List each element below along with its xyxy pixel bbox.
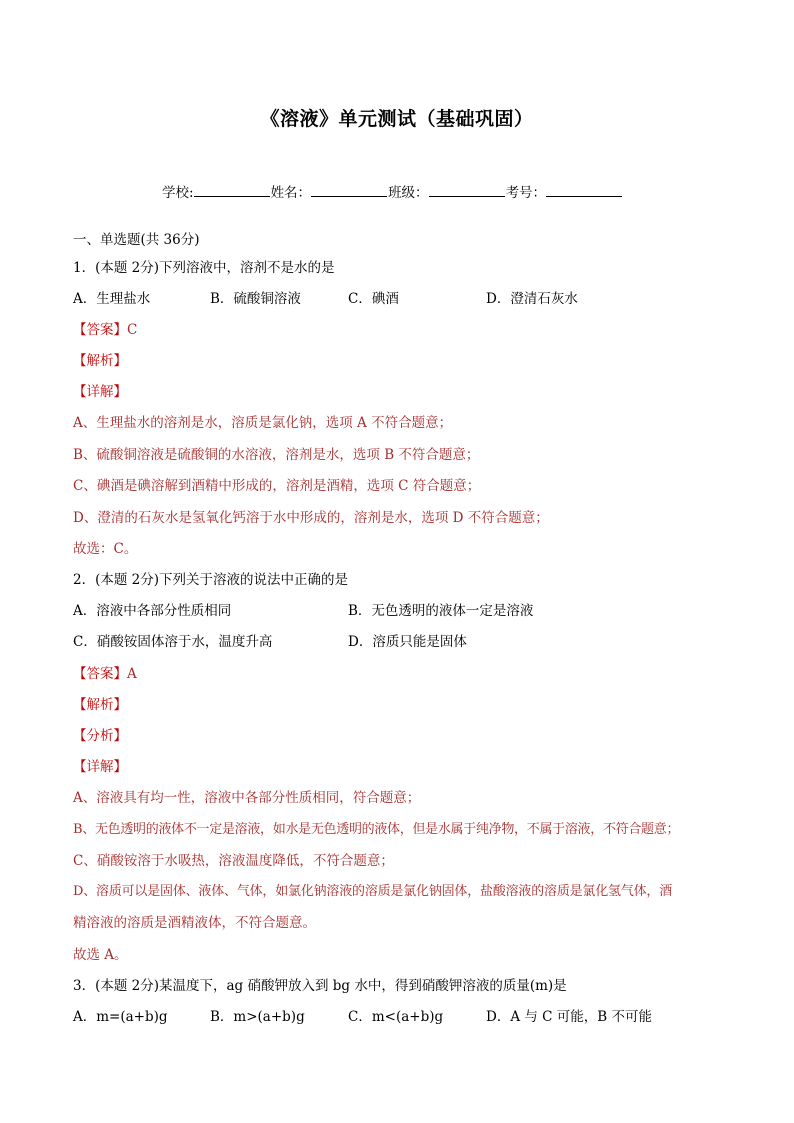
q1-explain-d: D、澄清的石灰水是氢氧化钙溶于水中形成的，溶剂是水，选项 D 不符合题意； <box>73 510 549 526</box>
q2-xiangjie-tag: 【详解】 <box>73 759 127 775</box>
school-blank[interactable] <box>194 184 270 197</box>
q1-option-a: A．生理盐水 <box>73 291 151 307</box>
name-label: 姓名： <box>270 185 312 201</box>
q1-explain-a: A、生理盐水的溶剂是水，溶质是氯化钠，选项 A 不符合题意； <box>73 415 453 431</box>
q2-explain-d-cont: 精溶液的溶质是酒精液体，不符合题意。 <box>73 915 316 931</box>
q1-option-d: D．澄清石灰水 <box>486 291 578 307</box>
q1-option-b: B．硫酸铜溶液 <box>210 291 301 307</box>
q2-option-b: B．无色透明的液体一定是溶液 <box>348 603 534 619</box>
id-label: 考号： <box>505 185 547 201</box>
q2-answer <box>73 665 137 683</box>
question-1-stem: 1．(本题 2分)下列溶液中，溶剂不是水的是 <box>73 260 335 276</box>
question-2-stem: 2．(本题 2分)下列关于溶液的说法中正确的是 <box>73 572 349 588</box>
q2-conclusion: 故选 A。 <box>73 947 128 963</box>
q2-fenxi-tag: 【分析】 <box>73 728 127 744</box>
q2-option-c: C．硝酸铵固体溶于水，温度升高 <box>73 634 273 650</box>
q1-explain-c: C、碘酒是碘溶解到酒精中形成的，溶剂是酒精，选项 C 符合题意； <box>73 478 481 494</box>
q2-explain-b: B、无色透明的液体不一定是溶液，如水是无色透明的液体，但是水属于纯净物，不属于溶液，不符合题意； <box>73 822 680 837</box>
answer-value: A <box>127 666 137 682</box>
id-blank[interactable] <box>546 184 622 197</box>
class-blank[interactable] <box>429 184 505 197</box>
question-3-stem: 3．(本题 2分)某温度下，ag 硝酸钾放入到 bg 水中，得到硝酸钾溶液的质量(m)是 <box>73 978 567 994</box>
answer-tag: 【答案】 <box>73 666 127 682</box>
name-blank[interactable] <box>311 184 387 197</box>
q3-option-b: B．m>(a+b)g <box>210 1009 305 1025</box>
class-label: 班级： <box>388 185 429 201</box>
q2-option-d: D．溶质只能是固体 <box>348 634 467 650</box>
q2-explain-d: D、溶质可以是固体、液体、气体，如氯化钠溶液的溶质是氯化钠固体，盐酸溶液的溶质是氯化氢气体，酒 <box>73 884 673 899</box>
page-title: 《溶液》单元测试（基础巩固） <box>260 108 534 130</box>
q2-option-a: A．溶液中各部分性质相同 <box>73 603 232 619</box>
q1-option-c: C．碘酒 <box>348 291 399 307</box>
q1-explain-b: B、硫酸铜溶液是硫酸铜的水溶液，溶剂是水，选项 B 不符合题意； <box>73 447 480 463</box>
answer-value: C <box>127 322 138 338</box>
q1-answer <box>73 321 137 339</box>
q2-jiexi-tag: 【解析】 <box>73 697 127 713</box>
q2-explain-a: A、溶液具有均一性，溶液中各部分性质相同，符合题意； <box>73 790 421 806</box>
school-label: 学校: <box>162 185 194 201</box>
q1-xiangjie-tag: 【详解】 <box>73 384 127 400</box>
section-heading: 一、单选题(共 36分) <box>73 232 200 248</box>
q1-conclusion: 故选：C。 <box>73 541 138 557</box>
q3-option-d: D．A 与 C 可能，B 不可能 <box>486 1009 652 1025</box>
answer-tag: 【答案】 <box>73 322 127 338</box>
q3-option-a: A．m=(a+b)g <box>73 1009 168 1025</box>
student-info-line <box>162 181 623 201</box>
q1-jiexi-tag: 【解析】 <box>73 353 127 369</box>
q2-explain-c: C、硝酸铵溶于水吸热，溶液温度降低，不符合题意； <box>73 853 394 869</box>
q3-option-c: C．m<(a+b)g <box>348 1009 444 1025</box>
